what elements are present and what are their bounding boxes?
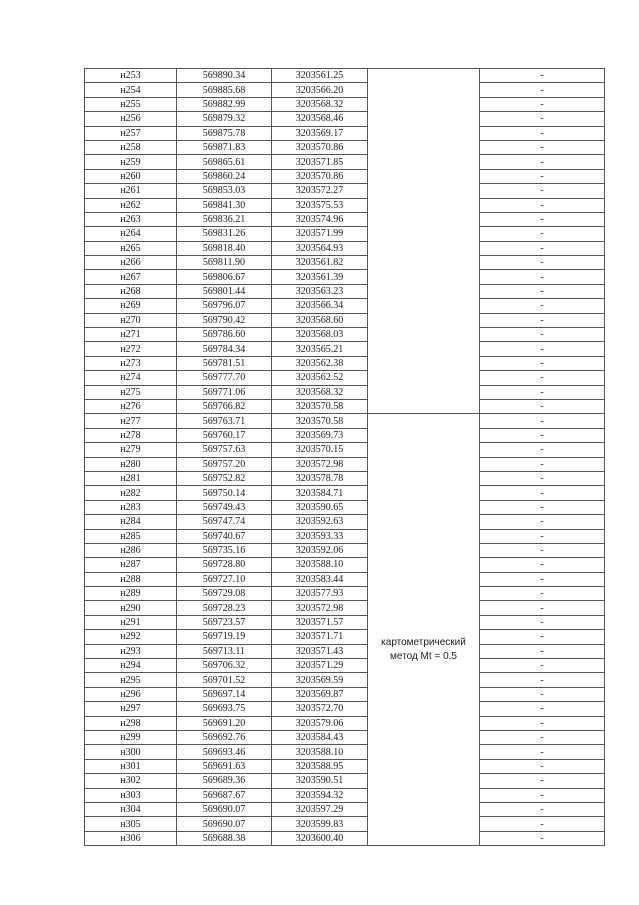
y-coordinate-cell: 3203570.86 bbox=[272, 140, 368, 154]
y-coordinate-cell: 3203571.71 bbox=[272, 630, 368, 644]
x-coordinate-cell: 569801.44 bbox=[177, 284, 272, 298]
x-coordinate-cell: 569690.07 bbox=[177, 802, 272, 816]
x-coordinate-cell: 569811.90 bbox=[177, 256, 272, 270]
point-id-cell: н266 bbox=[85, 256, 177, 270]
accuracy-dash-cell: - bbox=[480, 385, 605, 399]
table-row bbox=[85, 831, 605, 845]
x-coordinate-cell: 569697.14 bbox=[177, 687, 272, 701]
accuracy-dash-cell: - bbox=[480, 601, 605, 615]
point-id-cell: н253 bbox=[85, 69, 177, 83]
y-coordinate-cell: 3203565.21 bbox=[272, 342, 368, 356]
table-row bbox=[85, 155, 605, 169]
table-row bbox=[85, 486, 605, 500]
x-coordinate-cell: 569841.30 bbox=[177, 198, 272, 212]
y-coordinate-cell: 3203569.59 bbox=[272, 673, 368, 687]
point-id-cell: н256 bbox=[85, 112, 177, 126]
point-id-cell: н285 bbox=[85, 529, 177, 543]
accuracy-dash-cell: - bbox=[480, 342, 605, 356]
method-cell: картометрический метод Mt = 0.5 bbox=[368, 414, 480, 846]
accuracy-dash-cell: - bbox=[480, 184, 605, 198]
y-coordinate-cell: 3203570.58 bbox=[272, 414, 368, 428]
accuracy-dash-cell: - bbox=[480, 558, 605, 572]
y-coordinate-cell: 3203599.83 bbox=[272, 817, 368, 831]
x-coordinate-cell: 569784.34 bbox=[177, 342, 272, 356]
x-coordinate-cell: 569860.24 bbox=[177, 169, 272, 183]
table-row bbox=[85, 587, 605, 601]
y-coordinate-cell: 3203590.51 bbox=[272, 774, 368, 788]
point-id-cell: н264 bbox=[85, 227, 177, 241]
point-id-cell: н299 bbox=[85, 730, 177, 744]
point-id-cell: н268 bbox=[85, 284, 177, 298]
y-coordinate-cell: 3203578.78 bbox=[272, 471, 368, 485]
table-row bbox=[85, 270, 605, 284]
point-id-cell: н258 bbox=[85, 140, 177, 154]
y-coordinate-cell: 3203600.40 bbox=[272, 831, 368, 845]
x-coordinate-cell: 569831.26 bbox=[177, 227, 272, 241]
accuracy-dash-cell: - bbox=[480, 212, 605, 226]
x-coordinate-cell: 569875.78 bbox=[177, 126, 272, 140]
point-id-cell: н277 bbox=[85, 414, 177, 428]
x-coordinate-cell: 569890.34 bbox=[177, 69, 272, 83]
table-row bbox=[85, 644, 605, 658]
y-coordinate-cell: 3203568.32 bbox=[272, 385, 368, 399]
point-id-cell: н280 bbox=[85, 457, 177, 471]
x-coordinate-cell: 569790.42 bbox=[177, 313, 272, 327]
accuracy-dash-cell: - bbox=[480, 328, 605, 342]
y-coordinate-cell: 3203566.34 bbox=[272, 299, 368, 313]
table-row bbox=[85, 212, 605, 226]
accuracy-dash-cell: - bbox=[480, 83, 605, 97]
y-coordinate-cell: 3203584.43 bbox=[272, 730, 368, 744]
x-coordinate-cell: 569688.38 bbox=[177, 831, 272, 845]
point-id-cell: н263 bbox=[85, 212, 177, 226]
table-row bbox=[85, 313, 605, 327]
y-coordinate-cell: 3203579.06 bbox=[272, 716, 368, 730]
x-coordinate-cell: 569747.74 bbox=[177, 515, 272, 529]
y-coordinate-cell: 3203571.85 bbox=[272, 155, 368, 169]
x-coordinate-cell: 569727.10 bbox=[177, 572, 272, 586]
table-row bbox=[85, 126, 605, 140]
accuracy-dash-cell: - bbox=[480, 802, 605, 816]
point-id-cell: н289 bbox=[85, 587, 177, 601]
accuracy-dash-cell: - bbox=[480, 515, 605, 529]
y-coordinate-cell: 3203584.71 bbox=[272, 486, 368, 500]
accuracy-dash-cell: - bbox=[480, 659, 605, 673]
method-cell bbox=[368, 69, 480, 414]
x-coordinate-cell: 569719.19 bbox=[177, 630, 272, 644]
table-row bbox=[85, 601, 605, 615]
table-row bbox=[85, 745, 605, 759]
x-coordinate-cell: 569757.20 bbox=[177, 457, 272, 471]
accuracy-dash-cell: - bbox=[480, 227, 605, 241]
x-coordinate-cell: 569766.82 bbox=[177, 399, 272, 413]
accuracy-dash-cell: - bbox=[480, 270, 605, 284]
x-coordinate-cell: 569836.21 bbox=[177, 212, 272, 226]
coordinates-table bbox=[84, 68, 605, 846]
point-id-cell: н254 bbox=[85, 83, 177, 97]
point-id-cell: н275 bbox=[85, 385, 177, 399]
y-coordinate-cell: 3203570.15 bbox=[272, 443, 368, 457]
x-coordinate-cell: 569865.61 bbox=[177, 155, 272, 169]
point-id-cell: н260 bbox=[85, 169, 177, 183]
y-coordinate-cell: 3203569.73 bbox=[272, 428, 368, 442]
y-coordinate-cell: 3203566.20 bbox=[272, 83, 368, 97]
x-coordinate-cell: 569885.68 bbox=[177, 83, 272, 97]
y-coordinate-cell: 3203571.29 bbox=[272, 659, 368, 673]
table-row bbox=[85, 788, 605, 802]
accuracy-dash-cell: - bbox=[480, 414, 605, 428]
table-row bbox=[85, 198, 605, 212]
accuracy-dash-cell: - bbox=[480, 198, 605, 212]
y-coordinate-cell: 3203592.06 bbox=[272, 543, 368, 557]
x-coordinate-cell: 569763.71 bbox=[177, 414, 272, 428]
y-coordinate-cell: 3203564.93 bbox=[272, 241, 368, 255]
point-id-cell: н274 bbox=[85, 371, 177, 385]
accuracy-dash-cell: - bbox=[480, 745, 605, 759]
point-id-cell: н300 bbox=[85, 745, 177, 759]
table-row bbox=[85, 328, 605, 342]
x-coordinate-cell: 569693.46 bbox=[177, 745, 272, 759]
point-id-cell: н293 bbox=[85, 644, 177, 658]
y-coordinate-cell: 3203562.38 bbox=[272, 356, 368, 370]
accuracy-dash-cell: - bbox=[480, 817, 605, 831]
table-row bbox=[85, 284, 605, 298]
accuracy-dash-cell: - bbox=[480, 69, 605, 83]
table-row bbox=[85, 500, 605, 514]
x-coordinate-cell: 569692.76 bbox=[177, 730, 272, 744]
coordinates-table-body bbox=[85, 69, 605, 846]
y-coordinate-cell: 3203572.98 bbox=[272, 457, 368, 471]
y-coordinate-cell: 3203590.65 bbox=[272, 500, 368, 514]
point-id-cell: н287 bbox=[85, 558, 177, 572]
table-row bbox=[85, 399, 605, 413]
table-row bbox=[85, 256, 605, 270]
point-id-cell: н304 bbox=[85, 802, 177, 816]
table-row bbox=[85, 730, 605, 744]
accuracy-dash-cell: - bbox=[480, 169, 605, 183]
accuracy-dash-cell: - bbox=[480, 529, 605, 543]
accuracy-dash-cell: - bbox=[480, 673, 605, 687]
table-row bbox=[85, 414, 605, 428]
accuracy-dash-cell: - bbox=[480, 97, 605, 111]
table-row bbox=[85, 169, 605, 183]
table-row bbox=[85, 69, 605, 83]
x-coordinate-cell: 569786.60 bbox=[177, 328, 272, 342]
point-id-cell: н257 bbox=[85, 126, 177, 140]
point-id-cell: н262 bbox=[85, 198, 177, 212]
point-id-cell: н267 bbox=[85, 270, 177, 284]
table-row bbox=[85, 515, 605, 529]
table-row bbox=[85, 443, 605, 457]
point-id-cell: н269 bbox=[85, 299, 177, 313]
point-id-cell: н306 bbox=[85, 831, 177, 845]
accuracy-dash-cell: - bbox=[480, 443, 605, 457]
table-row bbox=[85, 241, 605, 255]
accuracy-dash-cell: - bbox=[480, 256, 605, 270]
y-coordinate-cell: 3203588.10 bbox=[272, 558, 368, 572]
x-coordinate-cell: 569781.51 bbox=[177, 356, 272, 370]
y-coordinate-cell: 3203561.82 bbox=[272, 256, 368, 270]
x-coordinate-cell: 569818.40 bbox=[177, 241, 272, 255]
accuracy-dash-cell: - bbox=[480, 356, 605, 370]
y-coordinate-cell: 3203575.53 bbox=[272, 198, 368, 212]
accuracy-dash-cell: - bbox=[480, 486, 605, 500]
y-coordinate-cell: 3203588.95 bbox=[272, 759, 368, 773]
point-id-cell: н284 bbox=[85, 515, 177, 529]
y-coordinate-cell: 3203583.44 bbox=[272, 572, 368, 586]
point-id-cell: н282 bbox=[85, 486, 177, 500]
accuracy-dash-cell: - bbox=[480, 730, 605, 744]
point-id-cell: н305 bbox=[85, 817, 177, 831]
point-id-cell: н298 bbox=[85, 716, 177, 730]
accuracy-dash-cell: - bbox=[480, 587, 605, 601]
y-coordinate-cell: 3203568.32 bbox=[272, 97, 368, 111]
y-coordinate-cell: 3203593.33 bbox=[272, 529, 368, 543]
table-row bbox=[85, 227, 605, 241]
accuracy-dash-cell: - bbox=[480, 572, 605, 586]
accuracy-dash-cell: - bbox=[480, 716, 605, 730]
accuracy-dash-cell: - bbox=[480, 774, 605, 788]
y-coordinate-cell: 3203568.46 bbox=[272, 112, 368, 126]
accuracy-dash-cell: - bbox=[480, 299, 605, 313]
table-row bbox=[85, 356, 605, 370]
accuracy-dash-cell: - bbox=[480, 155, 605, 169]
table-row bbox=[85, 702, 605, 716]
table-row bbox=[85, 659, 605, 673]
y-coordinate-cell: 3203572.70 bbox=[272, 702, 368, 716]
accuracy-dash-cell: - bbox=[480, 500, 605, 514]
x-coordinate-cell: 569796.07 bbox=[177, 299, 272, 313]
accuracy-dash-cell: - bbox=[480, 399, 605, 413]
x-coordinate-cell: 569690.07 bbox=[177, 817, 272, 831]
table-row bbox=[85, 385, 605, 399]
point-id-cell: н270 bbox=[85, 313, 177, 327]
x-coordinate-cell: 569706.32 bbox=[177, 659, 272, 673]
table-row bbox=[85, 774, 605, 788]
accuracy-dash-cell: - bbox=[480, 702, 605, 716]
table-row bbox=[85, 83, 605, 97]
x-coordinate-cell: 569777.70 bbox=[177, 371, 272, 385]
point-id-cell: н261 bbox=[85, 184, 177, 198]
point-id-cell: н286 bbox=[85, 543, 177, 557]
accuracy-dash-cell: - bbox=[480, 313, 605, 327]
point-id-cell: н302 bbox=[85, 774, 177, 788]
point-id-cell: н271 bbox=[85, 328, 177, 342]
table-row bbox=[85, 630, 605, 644]
accuracy-dash-cell: - bbox=[480, 371, 605, 385]
accuracy-dash-cell: - bbox=[480, 428, 605, 442]
x-coordinate-cell: 569689.36 bbox=[177, 774, 272, 788]
x-coordinate-cell: 569729.08 bbox=[177, 587, 272, 601]
table-row bbox=[85, 471, 605, 485]
y-coordinate-cell: 3203594.32 bbox=[272, 788, 368, 802]
point-id-cell: н292 bbox=[85, 630, 177, 644]
y-coordinate-cell: 3203597.29 bbox=[272, 802, 368, 816]
y-coordinate-cell: 3203569.17 bbox=[272, 126, 368, 140]
point-id-cell: н283 bbox=[85, 500, 177, 514]
point-id-cell: н291 bbox=[85, 615, 177, 629]
point-id-cell: н296 bbox=[85, 687, 177, 701]
table-row bbox=[85, 97, 605, 111]
point-id-cell: н278 bbox=[85, 428, 177, 442]
point-id-cell: н303 bbox=[85, 788, 177, 802]
table-row bbox=[85, 529, 605, 543]
accuracy-dash-cell: - bbox=[480, 615, 605, 629]
accuracy-dash-cell: - bbox=[480, 543, 605, 557]
table-row bbox=[85, 615, 605, 629]
point-id-cell: н273 bbox=[85, 356, 177, 370]
point-id-cell: н288 bbox=[85, 572, 177, 586]
point-id-cell: н265 bbox=[85, 241, 177, 255]
x-coordinate-cell: 569752.82 bbox=[177, 471, 272, 485]
y-coordinate-cell: 3203570.58 bbox=[272, 399, 368, 413]
point-id-cell: н255 bbox=[85, 97, 177, 111]
x-coordinate-cell: 569760.17 bbox=[177, 428, 272, 442]
y-coordinate-cell: 3203572.98 bbox=[272, 601, 368, 615]
y-coordinate-cell: 3203592.63 bbox=[272, 515, 368, 529]
accuracy-dash-cell: - bbox=[480, 471, 605, 485]
table-row bbox=[85, 112, 605, 126]
table-row bbox=[85, 673, 605, 687]
point-id-cell: н281 bbox=[85, 471, 177, 485]
x-coordinate-cell: 569806.67 bbox=[177, 270, 272, 284]
x-coordinate-cell: 569879.32 bbox=[177, 112, 272, 126]
y-coordinate-cell: 3203568.03 bbox=[272, 328, 368, 342]
y-coordinate-cell: 3203577.93 bbox=[272, 587, 368, 601]
point-id-cell: н279 bbox=[85, 443, 177, 457]
x-coordinate-cell: 569701.52 bbox=[177, 673, 272, 687]
point-id-cell: н294 bbox=[85, 659, 177, 673]
point-id-cell: н276 bbox=[85, 399, 177, 413]
y-coordinate-cell: 3203571.57 bbox=[272, 615, 368, 629]
table-row bbox=[85, 371, 605, 385]
y-coordinate-cell: 3203569.87 bbox=[272, 687, 368, 701]
accuracy-dash-cell: - bbox=[480, 630, 605, 644]
accuracy-dash-cell: - bbox=[480, 788, 605, 802]
y-coordinate-cell: 3203561.25 bbox=[272, 69, 368, 83]
table-row bbox=[85, 140, 605, 154]
x-coordinate-cell: 569771.06 bbox=[177, 385, 272, 399]
table-row bbox=[85, 687, 605, 701]
y-coordinate-cell: 3203571.99 bbox=[272, 227, 368, 241]
y-coordinate-cell: 3203562.52 bbox=[272, 371, 368, 385]
x-coordinate-cell: 569728.80 bbox=[177, 558, 272, 572]
accuracy-dash-cell: - bbox=[480, 457, 605, 471]
accuracy-dash-cell: - bbox=[480, 241, 605, 255]
table-row bbox=[85, 457, 605, 471]
point-id-cell: н272 bbox=[85, 342, 177, 356]
table-row bbox=[85, 428, 605, 442]
x-coordinate-cell: 569693.75 bbox=[177, 702, 272, 716]
table-row bbox=[85, 802, 605, 816]
table-row bbox=[85, 558, 605, 572]
x-coordinate-cell: 569723.57 bbox=[177, 615, 272, 629]
accuracy-dash-cell: - bbox=[480, 687, 605, 701]
table-row bbox=[85, 184, 605, 198]
x-coordinate-cell: 569749.43 bbox=[177, 500, 272, 514]
accuracy-dash-cell: - bbox=[480, 759, 605, 773]
point-id-cell: н259 bbox=[85, 155, 177, 169]
x-coordinate-cell: 569687.67 bbox=[177, 788, 272, 802]
y-coordinate-cell: 3203574.96 bbox=[272, 212, 368, 226]
table-row bbox=[85, 543, 605, 557]
x-coordinate-cell: 569728.23 bbox=[177, 601, 272, 615]
point-id-cell: н295 bbox=[85, 673, 177, 687]
x-coordinate-cell: 569750.14 bbox=[177, 486, 272, 500]
accuracy-dash-cell: - bbox=[480, 140, 605, 154]
table-row bbox=[85, 817, 605, 831]
x-coordinate-cell: 569691.20 bbox=[177, 716, 272, 730]
x-coordinate-cell: 569691.63 bbox=[177, 759, 272, 773]
y-coordinate-cell: 3203561.39 bbox=[272, 270, 368, 284]
accuracy-dash-cell: - bbox=[480, 112, 605, 126]
y-coordinate-cell: 3203570.86 bbox=[272, 169, 368, 183]
y-coordinate-cell: 3203588.10 bbox=[272, 745, 368, 759]
y-coordinate-cell: 3203563.23 bbox=[272, 284, 368, 298]
x-coordinate-cell: 569871.83 bbox=[177, 140, 272, 154]
x-coordinate-cell: 569882.99 bbox=[177, 97, 272, 111]
table-row bbox=[85, 759, 605, 773]
table-row bbox=[85, 572, 605, 586]
x-coordinate-cell: 569757.63 bbox=[177, 443, 272, 457]
x-coordinate-cell: 569853.03 bbox=[177, 184, 272, 198]
point-id-cell: н297 bbox=[85, 702, 177, 716]
point-id-cell: н290 bbox=[85, 601, 177, 615]
table-row bbox=[85, 342, 605, 356]
accuracy-dash-cell: - bbox=[480, 126, 605, 140]
x-coordinate-cell: 569713.11 bbox=[177, 644, 272, 658]
y-coordinate-cell: 3203572.27 bbox=[272, 184, 368, 198]
accuracy-dash-cell: - bbox=[480, 831, 605, 845]
accuracy-dash-cell: - bbox=[480, 644, 605, 658]
y-coordinate-cell: 3203571.43 bbox=[272, 644, 368, 658]
table-row bbox=[85, 299, 605, 313]
y-coordinate-cell: 3203568.60 bbox=[272, 313, 368, 327]
x-coordinate-cell: 569735.16 bbox=[177, 543, 272, 557]
x-coordinate-cell: 569740.67 bbox=[177, 529, 272, 543]
accuracy-dash-cell: - bbox=[480, 284, 605, 298]
point-id-cell: н301 bbox=[85, 759, 177, 773]
table-row bbox=[85, 716, 605, 730]
